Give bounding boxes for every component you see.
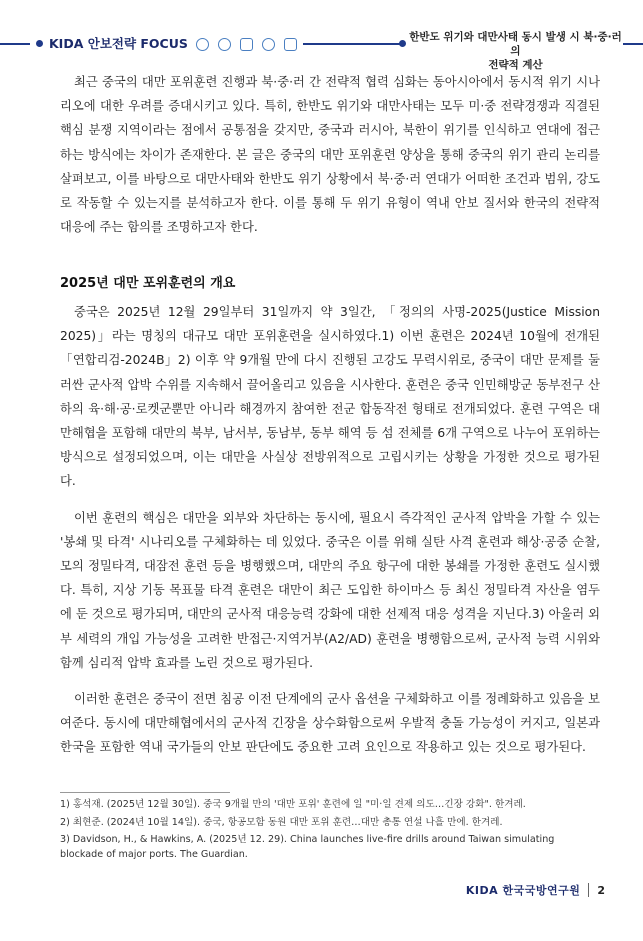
footnote-2: 2) 최현준. (2024년 10월 14일). 중국, 항공모함 동원 대만 포위 훈련…대만 총통 연설 나흘 만에. 한겨레. (60, 816, 503, 828)
page-number: 2 (597, 883, 605, 897)
chart-icon (240, 38, 253, 51)
header-icon-strip (190, 35, 303, 53)
page-header (0, 30, 643, 71)
screen-icon (284, 38, 297, 51)
intro-paragraph: 최근 중국의 대만 포위훈련 진행과 북·중·러 간 전략적 협력 심화는 동아시아에서 동시적 위기 시나리오에 대한 우려를 증대시키고 있다. 특히, 한반도 위기와 대만사태는 모두 미·중 전략경쟁과 직결된 핵심 분쟁 지역이라는 점에서 공통점을 갖지만, 중국과 러시아, 북한이 위기를 인식하고 연대에 접근하는 방식에는 차이가 존재한다. 본 글은 중국의 대만 포위훈련 양상을 통해 중국의 위기 관리 논리를 살펴보고, 이를 바탕으로 대만사태와 한반도 위기 상황에서 북·중·러 연대가 어떠한 조건과 범위, 강도로 작동할 수 있는지를 분석하고자 한다. 이를 통해 두 위기 유형이 역내 안보 질서와 한국의 전략적 대응에 주는 함의를 조명하고자 한다. (60, 75, 600, 235)
topic-line-1: 한반도 위기와 대만사태 동시 발생 시 북·중·러의 (409, 31, 622, 57)
section-paragraph-2: 이번 훈련의 핵심은 대만을 외부와 차단하는 동시에, 필요시 즉각적인 군사적 압박을 가할 수 있는 '봉쇄 및 타격' 시나리오를 구체화하는 데 있었다. 중국은 이를 위해 실탄 사격 훈련과 해상·공중 순찰, 모의 정밀타격, 대잠전 훈련 등을 병행했으며, 대만의 주요 항구에 대한 봉쇄를 가정한 훈련도 실시했다. 특히, 지상 기동 목표물 타격 훈련은 대만이 최근 도입한 하이마스 등 최신 정밀타격 자산을 염두에 둔 것으로 평가되며, 대만의 군사적 대응능력 강화에 대한 선제적 대응 성격을 지닌다.3) 아울러 외부 세력의 개입 가능성을 고려한 반접근·지역거부(A2/AD) 훈련을 병행함으로써, 군사적 능력 시위와 함께 심리적 압박 효과를 노린 것으로 평가된다. (60, 510, 600, 670)
footnotes (60, 798, 600, 865)
page-footer (466, 882, 605, 898)
footnote-1: 1) 홍석재. (2025년 12월 30일). 중국 9개월 만의 '대만 포위' 훈련에 일 "미·일 견제 의도…긴장 강화". 한겨레. (60, 799, 526, 810)
brand-text: KIDA 안보전략 FOCUS (49, 36, 188, 51)
footer-separator (588, 883, 589, 897)
header-topic (400, 30, 623, 72)
brand-title (30, 34, 196, 54)
kida-logo: KIDA 한국국방연구원 (465, 884, 581, 897)
topic-line-2: 전략적 계산 (488, 59, 543, 71)
intro-section (60, 70, 600, 251)
footnote-3: 3) Davidson, H., & Hawkins, A. (2025년 12. 29). China launches live-fire drills around Taiwan simulating blockade of major ports. The Guardian. (60, 834, 555, 860)
search-icon (218, 38, 231, 51)
section-title: 2025년 대만 포위훈련의 개요 (60, 276, 236, 291)
bullet-icon (36, 40, 43, 47)
gear-icon (262, 38, 275, 51)
section-paragraph-1: 중국은 2025년 12월 29일부터 31일까지 약 3일간, 「정의의 사명-2025(Justice Mission 2025)」라는 명칭의 대규모 대만 포위훈련을 실시하였다.1) 이번 훈련은 2024년 10월에 전개된 「연합리검-2024B」2) 이후 약 9개월 만에 다시 진행된 고강도 무력시위로, 중국이 대만 문제를 둘러싼 군사적 압박 수위를 지속해서 끌어올리고 있음을 시사한다. 훈련은 중국 인민해방군 동부전구 산하의 육·해·공·로켓군뿐만 아니라 해경까지 참여한 전군 합동작전 형태로 전개되었다. 훈련 구역은 대만해협을 포함해 대만의 북부, 남서부, 동남부, 동부 해역 등 섬 전체를 6개 구역으로 나누어 포위하는 방식으로 설정되었으며, 이는 대만을 사실상 전방위적으로 고립시키는 상황을 가정한 것으로 평가된다. (60, 305, 600, 489)
globe-icon (196, 38, 209, 51)
section-paragraph-3: 이러한 훈련은 중국이 전면 침공 이전 단계에의 군사 옵션을 구체화하고 이를 정례화하고 있음을 보여준다. 동시에 대만해협에서의 군사적 긴장을 상수화함으로써 우발적 충돌 가능성이 커지고, 일본과 한국을 포함한 역내 국가들의 안보 판단에도 중요한 고려 요인으로 작용하고 있는 것으로 평가된다. (60, 692, 600, 755)
footnote-divider (60, 792, 230, 793)
section-body (60, 300, 600, 772)
bullet-icon (399, 40, 406, 47)
